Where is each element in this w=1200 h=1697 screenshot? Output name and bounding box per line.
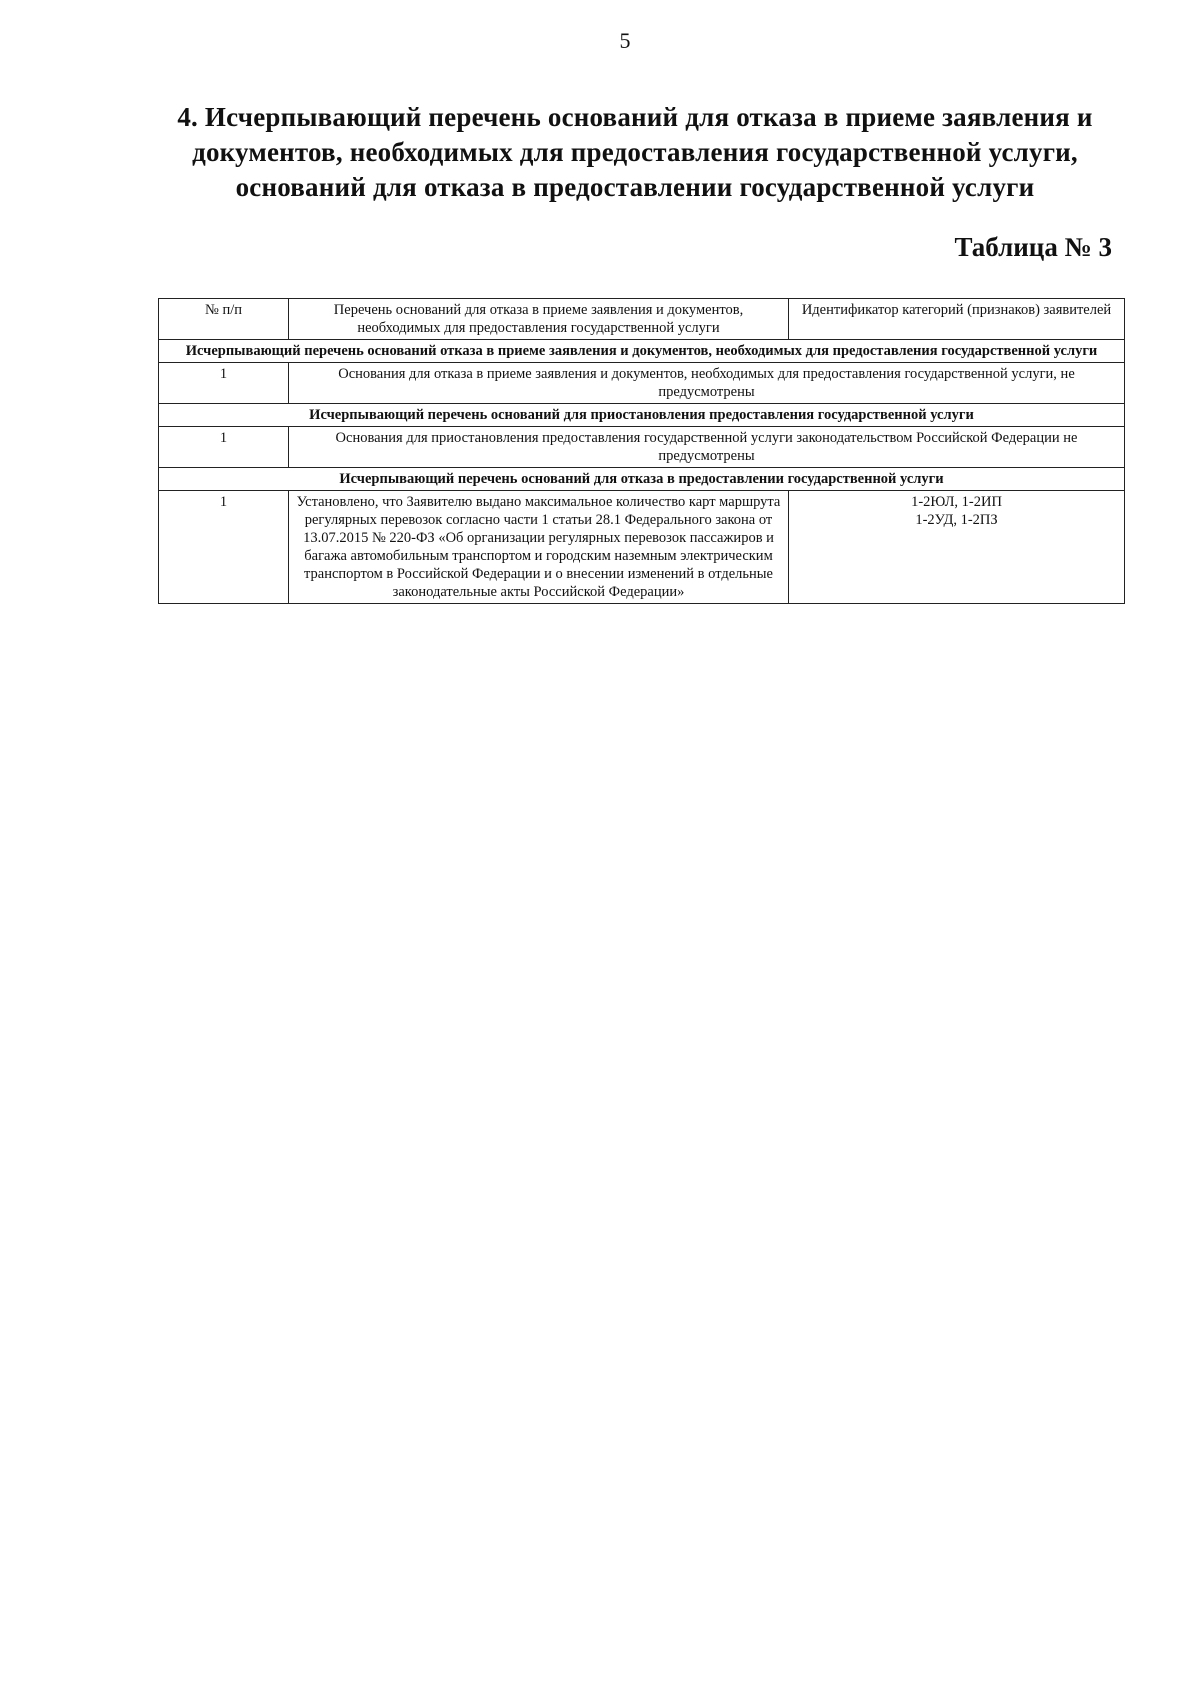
header-reason: Перечень оснований для отказа в приеме заявления и документов, необходимых для предоставления государственной услуги (289, 299, 789, 340)
table-row (159, 427, 1125, 468)
header-identifier: Идентификатор категорий (признаков) заявителей (789, 299, 1125, 340)
table-row (159, 491, 1125, 604)
row-reason: Установлено, что Заявителю выдано максимальное количество карт маршрута регулярных перевозок согласно части 1 статьи 28.1 Федерального закона от 13.07.2015 № 220-ФЗ «Об организации регулярных перевозок пассажиров и багажа автомобильным транспортом и городским наземным электрическим транспортом в Российской Федерации и о внесении изменений в отдельные законодательные акты Российской Федерации» (289, 491, 789, 604)
row-reason: Основания для отказа в приеме заявления и документов, необходимых для предоставления государственной услуги, не предусмотрены (289, 363, 1125, 404)
section-row-suspension (159, 404, 1125, 427)
section-title: 4. Исчерпывающий перечень оснований для отказа в приеме заявления и документов, необходимых для предоставления государственной услуги, оснований для отказа в предоставлении государственной услуги (177, 102, 1093, 202)
header-num: № п/п (159, 299, 289, 340)
section-title-refusal-service: Исчерпывающий перечень оснований для отказа в предоставлении государственной услуги (159, 468, 1125, 491)
table-header-row (159, 299, 1125, 340)
section-row-refusal-acceptance (159, 340, 1125, 363)
section-title-refusal-acceptance: Исчерпывающий перечень оснований отказа в приеме заявления и документов, необходимых для предоставления государственной услуги (159, 340, 1125, 363)
row-reason: Основания для приостановления предоставления государственной услуги законодательством Российской Федерации не предусмотрены (289, 427, 1125, 468)
row-num: 1 (159, 427, 289, 468)
identifier-line: 1-2ЮЛ, 1-2ИП (911, 494, 1002, 510)
row-num: 1 (159, 491, 289, 604)
grounds-table (158, 298, 1125, 604)
table-row (159, 363, 1125, 404)
page-number: 5 (619, 28, 631, 53)
section-title-suspension: Исчерпывающий перечень оснований для приостановления предоставления государственной услуги (159, 404, 1125, 427)
section-row-refusal-service (159, 468, 1125, 491)
table-caption: Таблица № 3 (954, 232, 1112, 262)
row-num: 1 (159, 363, 289, 404)
identifier-line: 1-2УД, 1-2ПЗ (915, 512, 998, 528)
row-identifier (789, 491, 1125, 604)
